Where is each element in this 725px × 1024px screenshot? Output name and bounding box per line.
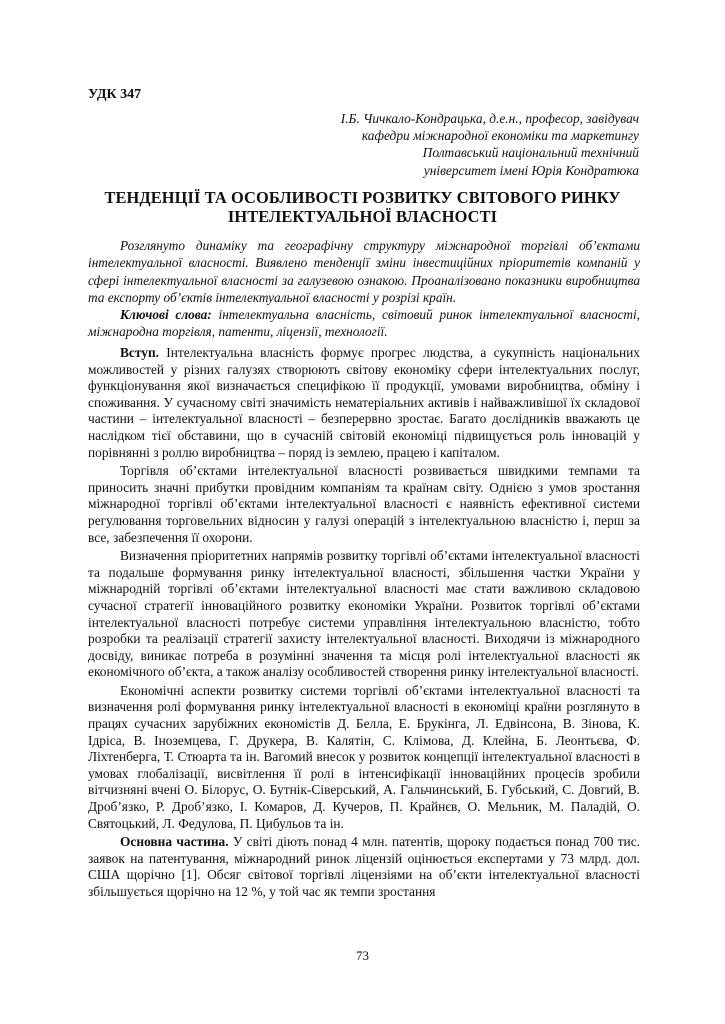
- keywords-label: Ключові слова:: [120, 307, 212, 323]
- author-block: [219, 110, 639, 179]
- paragraph-text: Торгівля об’єктами інтелектуальної власності розвивається швидкими темпами та приносить значні прибутки провідним компаніям та країнам світу. Однією з умов зростання міжнародної торгівлі об’єктами інтелектуальної власності є наявність ефективної системи регулювання торговельних відносин у галузі операцій з інтелектуальною власністю і, перш за все, забезпечення її охорони.: [88, 463, 640, 545]
- keywords-line: [88, 306, 640, 341]
- paragraph: [88, 548, 640, 681]
- paragraph: [88, 683, 640, 832]
- page-number: 73: [356, 948, 369, 963]
- title-line: ТЕНДЕНЦІЇ ТА ОСОБЛИВОСТІ РОЗВИТКУ СВІТОВОГО РИНКУ: [104, 188, 621, 207]
- section-lead: Вступ.: [120, 345, 160, 360]
- paragraph-text: Визначення пріоритетних напрямів розвитку торгівлі об’єктами інтелектуальної власності та подальше формування ринку інтелектуальної власності, збільшення частки України у міжнародній торгівлі об’єктами інтелектуальної власності має стати важливою складовою сучасної стратегії інноваційного розвитку економіки України. Розвиток торгівлі об’єктами інтелектуальної власності потребує системи управління інтелектуальною власністю, тобто розробки та реалізації стратегії захисту інтелектуальної власності. Виходячи із міжнародного досвіду, виникає потреба в розумінні значення та місця ролі інтелектуальної власності як економічного об’єкта, а також аналізу особливостей створення ринку інтелектуальної власності.: [88, 548, 640, 680]
- paragraph: [88, 463, 640, 546]
- udk-code: УДК 347: [88, 87, 142, 102]
- paragraph-intro: [88, 345, 640, 461]
- author-line: кафедри міжнародної економіки та маркетингу: [361, 128, 639, 144]
- author-line: І.Б. Чичкало-Кондрацька, д.е.н., професор, завідувач: [340, 111, 639, 126]
- paragraph-text: Інтелектуальна власність формує прогрес людства, а сукупність національних можливостей у різних галузях створюють світову економіку сфери інтелектуальних послуг, функціонування якої визначається специфікою її продукції, умовами виробництва, обміну і споживання. У сучасному світі значимість нематеріальних активів і найважливішої їх складової частини – інтелектуальної власності – безперервно зростає. Багато дослідників вважають це наслідком тієї обставини, що в сучасній світовій економіці підвищується роль інновацій у порівнянні з роллю виробництва – поряд із землею, працею і капіталом.: [88, 345, 640, 460]
- section-lead: Основна частина.: [120, 834, 229, 850]
- author-line: Полтавський національний технічний: [422, 145, 639, 161]
- abstract-block: [88, 237, 640, 341]
- paragraph-text: У світі діють понад 4 млн. патентів, щороку подається понад 700 тис. заявок на патентування, міжнародний ринок ліцензій оцінюється експертами у 73 млрд. дол. США щорічно [1]. Обсяг світової торгівлі ліцензіями на об’єкти інтелектуальної власності збільшується щорічно на 12 %, у той час як темпи зростання: [88, 834, 641, 899]
- body-text: [88, 345, 640, 903]
- paper-title: [80, 188, 645, 226]
- abstract-text: Розглянуто динаміку та географічну структуру міжнародної торгівлі об’єктами інтелектуальної власності. Виявлено тенденції зміни інвестиційних пріоритетів компаній у сфері інтелектуальної власності за галузевою ознакою. Проаналізовано показники виробництва та експорту об’єктів інтелектуальної власності у розрізі країн.: [88, 238, 640, 305]
- keywords-text: інтелектуальна власність, світовий ринок інтелектуальної власності, міжнародна торгівля, патенти, ліцензії, технології.: [88, 307, 640, 340]
- title-line: ІНТЕЛЕКТУАЛЬНОЇ ВЛАСНОСТІ: [227, 207, 498, 226]
- author-line: університет імені Юрія Кондратюка: [423, 162, 639, 178]
- paragraph-main: [88, 834, 640, 900]
- paragraph-text: Економічні аспекти розвитку системи торгівлі об’єктами інтелектуальної власності та визначення ролі формування ринку інтелектуальної власності в економіці країни розглянуто в працях сучасних зарубіжних економістів Д. Белла, Е. Брукінга, Л. Едвінсона, В. Зінова, К. Ідріса, В. Іноземцева, Г. Друкера, В. Калятін, С. Клімова, Д. Клейна, Б. Леонтьєва, Ф. Ліхтенберга, Т. Стюарта та ін. Вагомий внесок у розвиток концепції інтелектуальної власності в умовах глобалізації, висвітлення її ролі в інтенсифікації інноваційних процесів зробили вітчизняні вчені О. Білорус, О. Бутнік-Сіверський, А. Гальчинський, Б. Губський, С. Довгий, В. Дроб’язко, Р. Дроб’язко, І. Комаров, Д. Кучеров, П. Крайнєв, О. Мельник, М. Паладій, О. Святоцький, Л. Федулова, П. Цибульов та ін.: [88, 682, 640, 831]
